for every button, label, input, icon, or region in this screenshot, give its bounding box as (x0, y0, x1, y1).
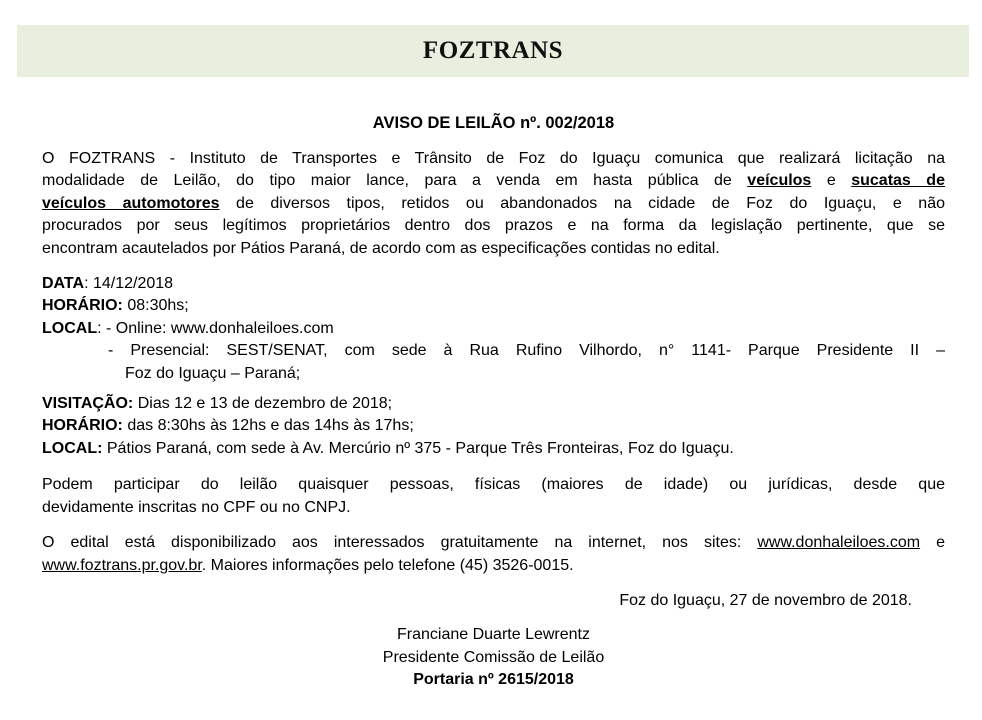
intro-paragraph (42, 148, 945, 260)
text-segment: 08:30hs; (122, 297, 189, 315)
paragraph-line (42, 474, 945, 496)
text-segment: Foz do Iguaçu – Paraná; (125, 364, 301, 382)
text-segment: : 14/12/2018 (84, 275, 174, 293)
auction-location-online-line (42, 318, 945, 340)
signatory-role: Presidente Comissão de Leilão (382, 648, 605, 666)
signatory-ordinance: Portaria nº 2615/2018 (413, 671, 574, 689)
label-horario-visita: HORÁRIO: (42, 417, 123, 435)
emphasis-sucatas-cont: veículos automotores (42, 194, 220, 212)
paragraph-line (42, 497, 945, 519)
label-visitacao: VISITAÇÃO: (42, 395, 134, 413)
link-foztrans[interactable]: www.foztrans.pr.gov.br (42, 556, 202, 574)
text-segment: O FOZTRANS - Instituto de Transportes e Trânsito de Foz do Iguaçu comunica que realizará licitação na (42, 150, 945, 167)
text-segment: . Maiores informações pelo telefone (45) 3526-0015. (201, 556, 574, 574)
edital-paragraph (42, 532, 945, 577)
label-data: DATA (42, 275, 85, 293)
auction-time-line (42, 295, 945, 317)
emphasis-sucatas: sucatas de (851, 172, 945, 190)
text-segment: das 8:30hs às 12hs e das 14hs às 17hs; (122, 417, 414, 435)
text-segment: Podem participar do leilão quaisquer pessoas, físicas (maiores de idade) ou jurídicas, desde que (42, 476, 945, 494)
paragraph-line (42, 532, 945, 554)
text-segment: Dias 12 e 13 de dezembro de 2018; (133, 395, 393, 413)
text-segment: : - Online: www.donhaleiloes.com (97, 319, 334, 337)
text-segment: - Presencial: SEST/SENAT, com sede à Rua Rufino Vilhordo, n° 1141- Parque Presidente II – (108, 342, 945, 360)
text-segment: encontram acautelados por Pátios Paraná, de acordo com as especificações contidas no edital. (42, 239, 720, 257)
document-body (0, 112, 982, 692)
signature-block (42, 624, 945, 691)
paragraph-line (42, 555, 945, 577)
text-segment: O edital está disponibilizado aos interessados gratuitamente na internet, nos sites: (42, 534, 758, 552)
document-page (0, 25, 982, 720)
text-segment: Pátios Paraná, com sede à Av. Mercúrio nº 375 - Parque Três Fronteiras, Foz do Iguaçu. (102, 439, 734, 457)
paragraph-line (42, 170, 945, 192)
paragraph-line (42, 193, 945, 215)
visitation-location-line (42, 438, 945, 460)
text-segment: de diversos tipos, retidos ou abandonados na cidade de Foz do Iguaçu, e não (219, 194, 946, 212)
visitation-details-block (42, 393, 945, 460)
text-segment: e (920, 534, 946, 552)
label-local-visita: LOCAL: (42, 439, 103, 457)
participation-paragraph (42, 474, 945, 519)
auction-location-presential-line (42, 340, 945, 362)
label-horario: HORÁRIO: (42, 297, 123, 315)
text-segment: devidamente inscritas no CPF ou no CNPJ. (42, 498, 351, 516)
organization-title: FOZTRANS (422, 37, 564, 64)
auction-date-line (42, 273, 945, 295)
paragraph-line (42, 148, 945, 170)
auction-location-presential-line-2 (42, 363, 945, 385)
visitation-time-line (42, 415, 945, 437)
dateline: Foz do Iguaçu, 27 de novembro de 2018. (619, 591, 912, 609)
header-bar (17, 25, 969, 77)
text-segment: procurados por seus legítimos proprietários dentro dos prazos e na forma da legislação pertinente, que se (42, 217, 945, 235)
notice-title: AVISO DE LEILÃO nº. 002/2018 (372, 114, 615, 132)
emphasis-veiculos: veículos (747, 172, 812, 190)
signatory-name: Franciane Duarte Lewrentz (397, 626, 590, 644)
paragraph-line (42, 215, 945, 237)
visitation-date-line (42, 393, 945, 415)
paragraph-line (42, 238, 945, 260)
label-local: LOCAL (42, 319, 98, 337)
text-segment: e (811, 172, 852, 190)
text-segment: modalidade de Leilão, do tipo maior lance, para a venda em hasta pública de (42, 172, 748, 190)
link-donhaleiloes[interactable]: www.donhaleiloes.com (757, 534, 921, 552)
auction-details-block (42, 273, 945, 385)
